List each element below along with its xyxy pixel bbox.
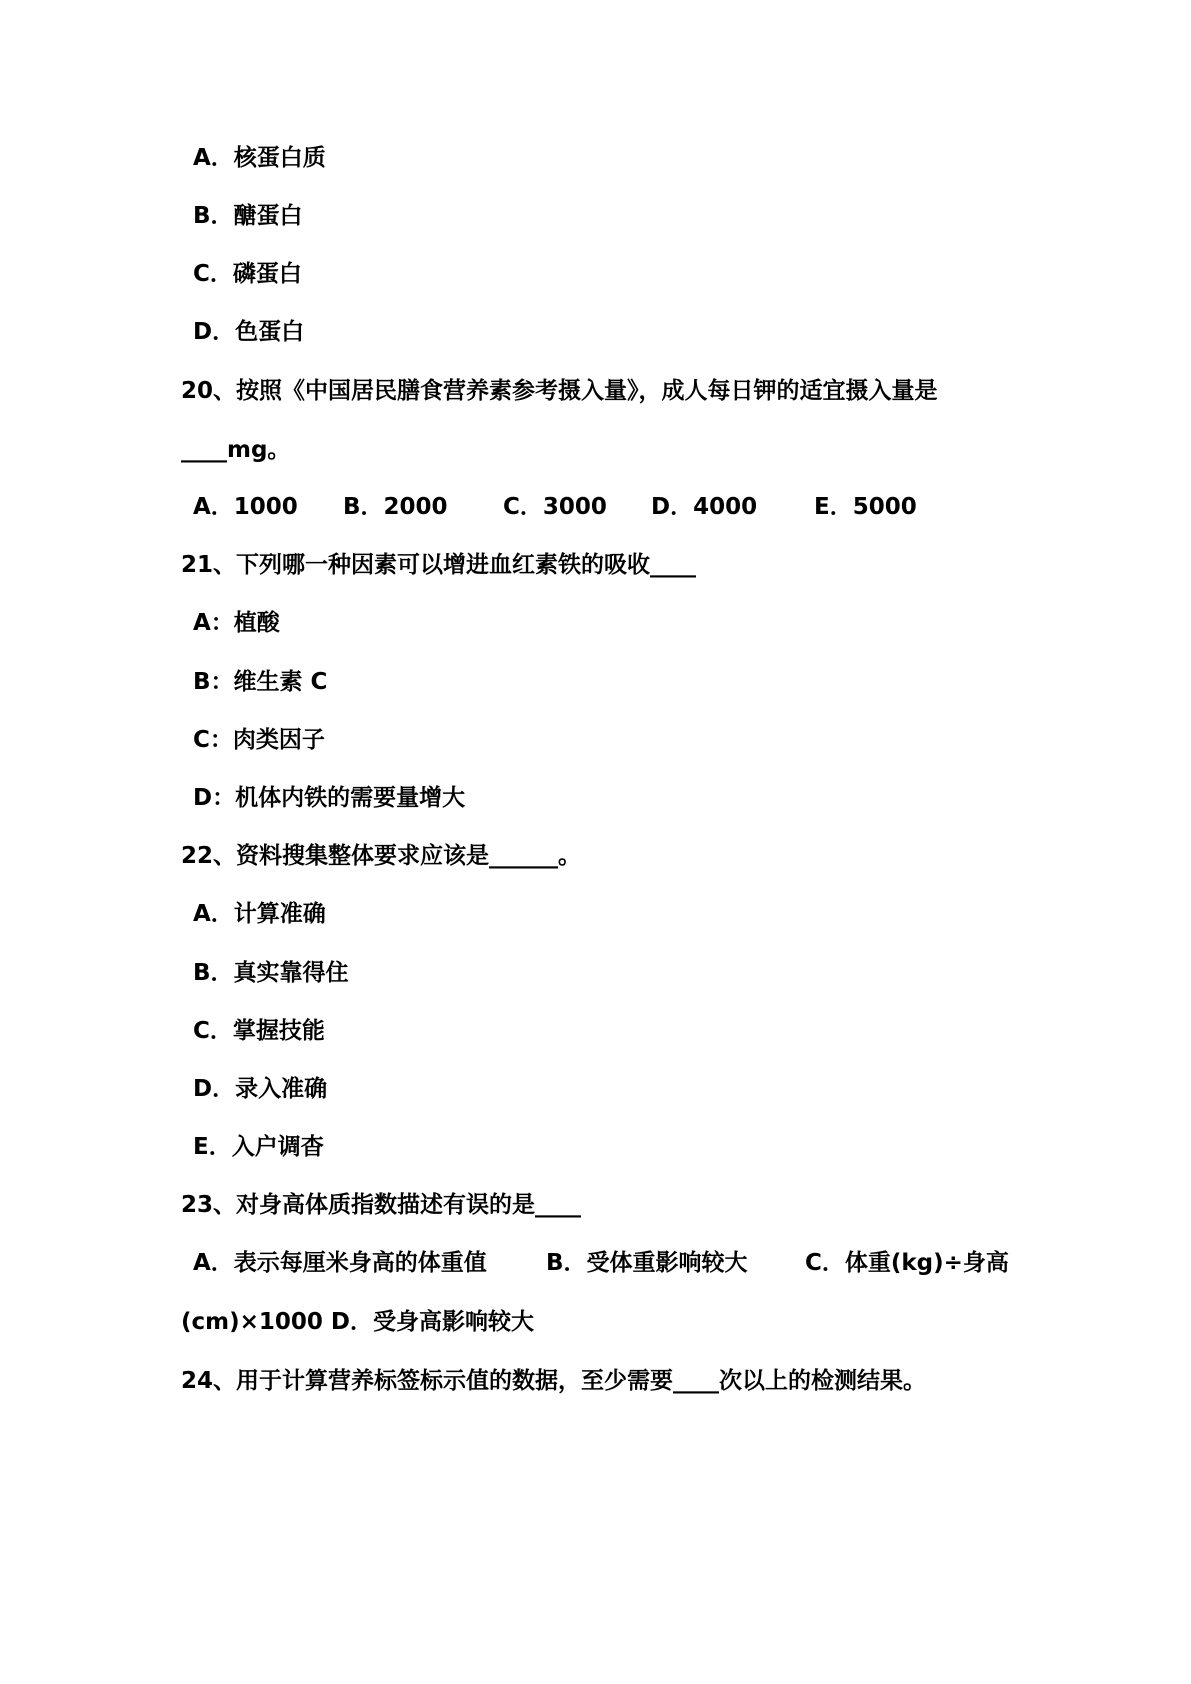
q19-option-d: D．色蛋白 (193, 319, 305, 345)
q20-options-row (193, 492, 993, 522)
q20-option-c: C．3000 (503, 494, 607, 520)
q21-option-d: D：机体内铁的需要量增大 (193, 785, 466, 811)
q22-option-d: D．录入准确 (193, 1076, 328, 1102)
q22-option-e: E．入户调杳 (193, 1134, 324, 1160)
q21-option-c: C：肉类因子 (193, 727, 325, 753)
q19-option-a: A．核蛋白质 (193, 145, 326, 171)
q23-options-continued: (cm)×1000 D．受身高影响较大 (181, 1309, 535, 1335)
q20-option-d: D．4000 (651, 494, 758, 520)
q22-option-c: C．掌握技能 (193, 1018, 325, 1044)
q19-option-b: B．醣蛋白 (193, 203, 303, 229)
q22-option-b: B．真实靠得住 (193, 960, 349, 986)
q20-option-e: E．5000 (814, 494, 917, 520)
q20-question: 20、按照《中国居民膳食营养素参考摄入量》，成人每日钾的适宜摄入量是 (181, 378, 938, 404)
q22-question: 22、资料搜集整体要求应该是______。 (181, 843, 582, 869)
q23-option-c: C．体重(kg)÷身高 (805, 1250, 1009, 1276)
q21-option-a: A：植酸 (193, 610, 280, 636)
q21-option-b: B：维生素 C (193, 669, 328, 695)
q23-options-row (193, 1248, 1013, 1278)
q23-option-b: B．受体重影响较大 (546, 1250, 748, 1276)
q23-option-a: A．表示每厘米身高的体重值 (193, 1250, 487, 1276)
q24-question: 24、用于计算营养标签标示值的数据，至少需要____次以上的检测结果。 (181, 1368, 927, 1394)
q19-option-c: C．磷蛋白 (193, 261, 302, 287)
q21-question: 21、下列哪一种因素可以增进血红素铁的吸收____ (181, 552, 697, 578)
q20-option-a: A．1000 (193, 494, 298, 520)
q20-question-continued: ____mg。 (181, 437, 291, 463)
q22-option-a: A．计算准确 (193, 901, 326, 927)
q20-option-b: B．2000 (343, 494, 448, 520)
q23-question: 23、对身高体质指数描述有误的是____ (181, 1192, 582, 1218)
